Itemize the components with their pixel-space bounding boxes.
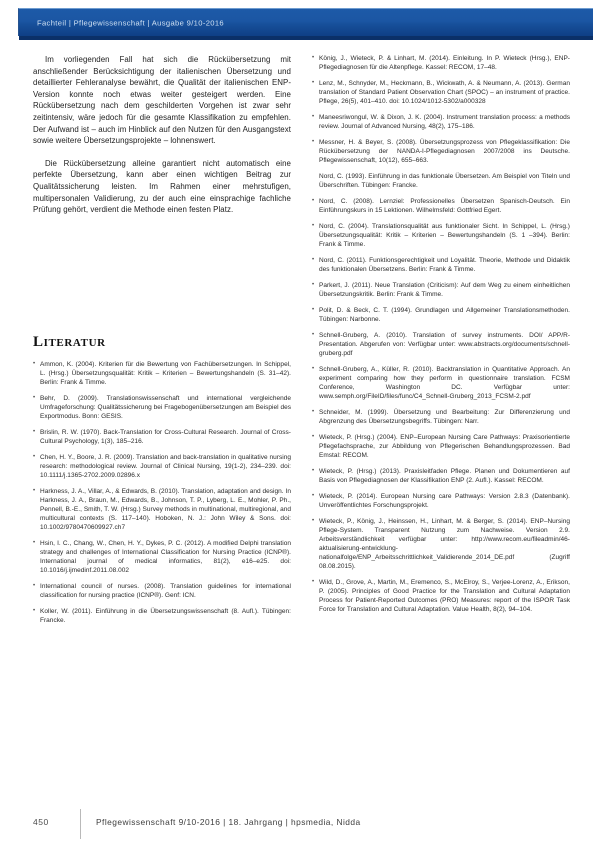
reference-item: • Lenz, M., Schnyder, M., Heckmann, B., Wickwath, A. & Neumann, A. (2013). German translation of Standard Patient Observation Chart (SPOC) – an instrument of practice. Pflege, 26(5), 401–410. doi: 10.1024/1012-5302/a000328 [312,79,570,106]
reference-item: • Wieteck, P. (Hrsg.) (2004). ENP–European Nursing Care Pathways: Praxisorientierte Pflegefachsprache, zur Abbildung von Pflegerischen Behandlungsprozessen. Bad Emstal: RECOM. [312,433,570,460]
page-number: 450 [33,817,49,827]
reference-item: • Nord, C. (2011). Funktionsgerechtigkeit und Loyalität. Theorie, Methode und Didaktik des funktionalen Übersetzens. Berlin: Frank & Timme. [312,256,570,274]
footer-divider [80,809,81,839]
body-paragraph-1: Im vorliegenden Fall hat sich die Rückübersetzung mit anschließender Berücksichtigung der italienischen Übersetzung und detaillierter Fehleranalyse bewährt, die Qualität der italienischen ENP-Version konnte noch etwas weiter gesteigert werden. Eine Rückübersetzung nach dem geschilderten Vorgehen ist zwar sehr zeitintensiv, wäre jedoch für die gesamte Klassifikation zu empfehlen. Der Aufwand ist – auch im Hinblick auf den Nutzen für den Ausgangstext sowie weitere Übersetzungsprojekte – lohnenswert. [33,55,291,146]
reference-item: • König, J., Wieteck, P. & Linhart, M. (2014). Einleitung. In P. Wieteck (Hrsg.), ENP-Pflegediagnosen für die Altenpflege. Kassel: RECOM, 17–48. [312,54,570,72]
reference-item: Nord, C. (1993). Einführung in das funktionale Übersetzen. Am Beispiel von Titeln und Überschriften. Tübingen: Francke. [319,173,570,189]
reference-list-left [33,360,291,625]
reference-item: • Behr, D. (2009). Translationswissenschaft und international vergleichende Umfrageforschung: Qualitätssicherung bei Fragebogenübersetzungen am Beispiel des Exportmodus. Bonn: GESIS. [33,394,291,421]
reference-item: • Schnell-Gruberg, A., Küller, R. (2010). Backtranslation in Quantitative Approach. An experiment comparing how they perform in questionnaire translation. FCSM Conference, Washington DC. Verfügbar unter: www.semph.org/FileID/files/func/C4_Schnell-Gruberg_2013_FCSM-2.pdf [312,365,570,401]
reference-item: • Koller, W. (2011). Einführung in die Übersetzungswissenschaft (8. Aufl.). Tübingen: Francke. [33,607,291,625]
reference-item: • Wild, D., Grove, A., Martin, M., Eremenco, S., McElroy, S., Verjee-Lorenz, A., Erikson, P. (2005). Principles of Good Practice for the Translation and Cultural Adaptation Process for Patient-Reported Outcomes (PRO) Measures: report of the ISPOR Task Force for Translation and Cultural Adaptation. Value Health, 8(2), 94–104. [312,578,570,614]
reference-list-right [312,54,570,614]
page-header-bar [18,8,593,36]
reference-item: • Messner, H. & Beyer, S. (2008). Übersetzungsprozess von Pflegeklassifikation: Die Rückübersetzung der NANDA-I-Pflegediagnosen 2007/2008 ins Deutsche. Pflegewissenschaft, 10(12), 655–663. [312,138,570,165]
reference-item: • Chen, H. Y., Boore, J. R. (2009). Translation and back-translation in qualitative nursing research: methodological review. Journal of Clinical Nursing, 19(1-2), 234–239. doi: 10.1111/j.1365-2702.2009.02896.x [33,453,291,480]
reference-item: • Nord, C. (2008). Lernziel: Professionelles Übersetzen Spanisch-Deutsch. Ein Einführungskurs in 15 Lektionen. Wilhelmsfeld: Gottfried Egert. [312,197,570,215]
reference-item: • Nord, C. (2004). Translationsqualität aus funktionaler Sicht. In Schippel, L. (Hrsg.) Übersetzungsqualität: Kritik – Kriterien – Bewertungshandeln (S. 1 –394). Berlin: Frank & Timme. [312,222,570,249]
literatur-heading: Literatur [33,333,106,350]
reference-item: • Parkert, J. (2011). Neue Translation (Criticism): Auf dem Weg zu einem einheitlichen Übersetzungskritik. Berlin: Frank & Timme. [312,281,570,299]
reference-item: • Hsin, I. C., Chang, W., Chen, H. Y., Dykes, P. C. (2012). A modified Delphi translation strategy and challenges of International Classification for Nursing Practice (ICNP®). International journal of medical informatics, 81(2), e16–e25. doi: 10.1016/j.ijmedinf.2011.08.002 [33,539,291,575]
right-column [312,54,570,621]
reference-item: • International council of nurses. (2008). Translation guidelines for international classification for nursing practice (ICNP®). Genf: ICN. [33,582,291,600]
breadcrumb: Fachteil | Pflegewissenschaft | Ausgabe 9/10-2016 [37,18,224,27]
footer-imprint: Pflegewissenschaft 9/10-2016 | 18. Jahrgang | hpsmedia, Nidda [96,817,361,827]
reference-item: • Wieteck, P., König, J., Heinssen, H., Linhart, M. & Berger, S. (2014). ENP–Nursing Pflege-System. Transparent Nutzung zum Nachweise. Version 2.9. Arbeitsverständlichkeit verfügbar unter: http://www.recom.eu/fileadmin/46-aktualisierung-entwicklung-nationalfolge/ENP_Arbeitsschrittlichkeit_Validierende_2014_DE.pdf (Zugriff 08.08.2015). [312,517,570,571]
reference-item: • Brislin, R. W. (1970). Back-Translation for Cross-Cultural Research. Journal of Cross-Cultural Psychology, 1(3), 185–216. [33,428,291,446]
page-footer [0,809,607,839]
reference-item: • Schnell-Gruberg, A. (2010). Translation of survey instruments. DOI/ APP/R-Presentation. Abgerufen von: Verfügbar unter: www.abstracts.org/documents/schnell-gruberg.pdf [312,331,570,358]
reference-item: • Ammon, K. (2004). Kriterien für die Bewertung von Fachübersetzungen. In Schippel, L. (Hrsg.) Übersetzungsqualität: Kritik – Kriterien – Bewertungshandeln (S. 31–42). Berlin: Frank & Timme. [33,360,291,387]
reference-item: • Maneesriwongul, W. & Dixon, J. K. (2004). Instrument translation process: a methods review. Journal of Advanced Nursing, 48(2), 175–186. [312,113,570,131]
reference-item: • Polit, D. & Beck, C. T. (1994). Grundlagen und Allgemeiner Translationsmethoden. Tübingen: Narbonne. [312,306,570,324]
reference-item: • Schneider, M. (1999). Übersetzung und Bearbeitung: Zur Differenzierung und Abgrenzung des Übersetzungsbegriffs. Tübingen: Narr. [312,408,570,426]
reference-item: • Wieteck, P. (Hrsg.) (2013). Praxisleitfaden Pflege. Planen und Dokumentieren auf Basis von Pflegediagnosen der Klassifikation ENP (2. Aufl.). Kassel: RECOM. [312,467,570,485]
reference-item: • Wieteck, P. (2014). European Nursing care Pathways: Version 2.8.3 (Datenbank). Unveröffentlichtes Forschungsprojekt. [312,492,570,510]
left-column [33,54,291,632]
body-paragraph-2: Die Rückübersetzung alleine garantiert nicht automatisch eine perfekte Übersetzung, kann aber einen wichtigen Beitrag zur Qualitätssicherung leisten. Im Rahmen einer mehrstufigen, multipersonalen Validierung, zu der auch eine einsprachige fachliche Prüfung gehört, verdient die Methode einen festen Platz. [33,158,291,215]
reference-item: • Harkness, J. A., Villar, A., & Edwards, B. (2010). Translation, adaptation and design. In Harkness, J. A., Braun, M., Edwards, B., Johnson, T. P., Lyberg, L. E., Mohler, P. Ph., Pennell, B.-E., Smith, T. W. (Hrsg.) Survey methods in multinational, multiregional, and multicultural contexts (S. 117–140). Hoboken, N. J.: John Wiley & Sons. doi: 10.1002/9780470609927.ch7 [33,487,291,532]
